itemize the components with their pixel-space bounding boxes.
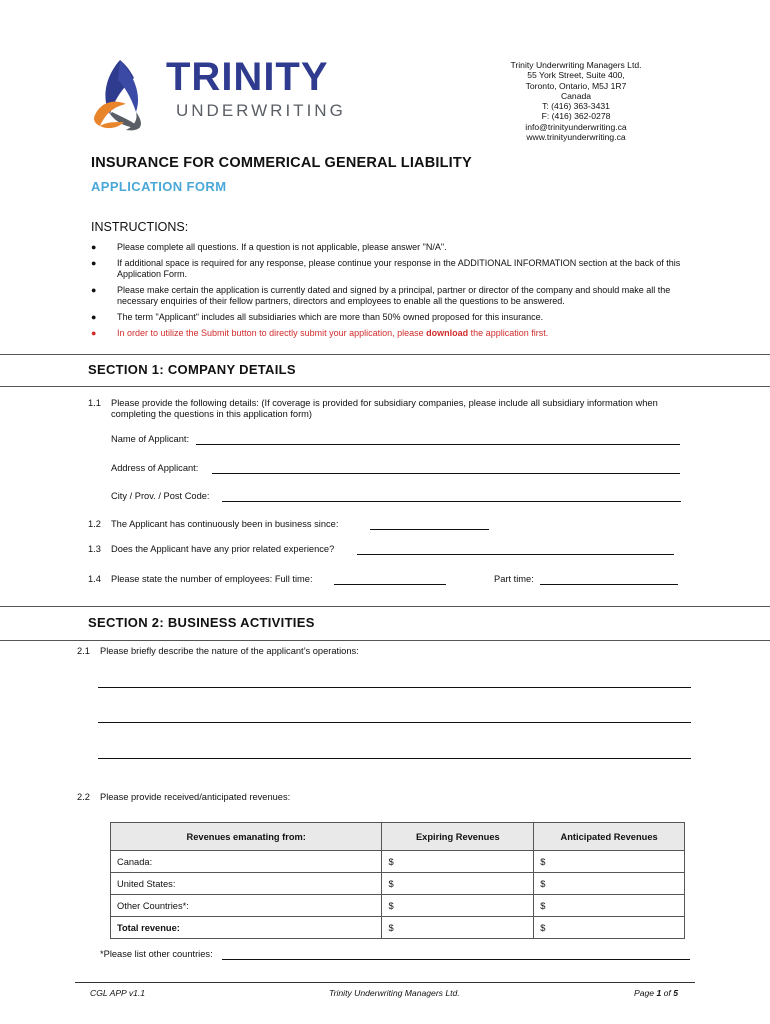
- page-subtitle: APPLICATION FORM: [91, 179, 227, 194]
- column-header: Expiring Revenues: [382, 823, 534, 851]
- footer-divider: [75, 982, 695, 983]
- address-of-applicant-field[interactable]: [212, 473, 680, 474]
- table-row: [111, 873, 685, 895]
- instructions-heading: INSTRUCTIONS:: [91, 220, 189, 234]
- instruction-item: ● Please make certain the application is currently dated and signed by a principal, partner or director of the company and should make all the necessary enquiries of their fellow partners, directors and employees to enable all the questions to be answered.: [91, 285, 671, 306]
- operations-description-line[interactable]: [98, 687, 691, 688]
- q13-number: 1.3: [88, 544, 101, 554]
- download-link[interactable]: download: [426, 328, 469, 338]
- q12-text: The Applicant has continuously been in business since:: [111, 519, 339, 529]
- instructions-list: [91, 242, 691, 344]
- section2-heading: SECTION 2: BUSINESS ACTIVITIES: [88, 615, 315, 630]
- section1-heading: SECTION 1: COMPANY DETAILS: [88, 362, 296, 377]
- address-of-applicant-label: Address of Applicant:: [111, 463, 199, 473]
- logo-word-underwriting: UNDERWRITING: [176, 101, 346, 120]
- row-label: Total revenue:: [111, 917, 382, 939]
- anticipated-revenue-cell[interactable]: $: [534, 873, 685, 895]
- section-divider: [0, 386, 770, 387]
- page-title: INSURANCE FOR COMMERICAL GENERAL LIABILITY: [91, 155, 472, 171]
- footer-form-code: CGL APP v1.1: [90, 988, 146, 998]
- company-email[interactable]: info@trinityunderwriting.ca: [525, 121, 627, 132]
- bullet-icon: ●: [91, 258, 97, 268]
- bullet-icon: ●: [91, 328, 97, 338]
- q12-number: 1.2: [88, 519, 101, 529]
- company-country: Canada: [560, 90, 592, 101]
- table-row-total: [111, 917, 685, 939]
- city-prov-postcode-field[interactable]: [222, 501, 681, 502]
- company-address-line2: Toronto, Ontario, M5J 1R7: [525, 80, 627, 91]
- part-time-label: Part time:: [494, 574, 534, 584]
- q13-text: Does the Applicant have any prior related experience?: [111, 544, 335, 554]
- expiring-revenue-cell[interactable]: $: [382, 851, 534, 873]
- row-label: Other Countries*:: [111, 895, 382, 917]
- anticipated-revenue-cell[interactable]: $: [534, 895, 685, 917]
- company-phone: T: (416) 363-3431: [542, 101, 610, 112]
- company-website[interactable]: www.trinityunderwriting.ca: [526, 132, 626, 143]
- instruction-item: ● If additional space is required for any response, please continue your response in the ADDITIONAL INFORMATION section at the back of this Application Form.: [91, 258, 681, 279]
- column-header: Revenues emanating from:: [111, 823, 382, 851]
- company-fax: F: (416) 362-0278: [541, 111, 611, 122]
- q22-text: Please provide received/anticipated revenues:: [100, 792, 291, 802]
- footer-page-number: Page 1 of 5: [634, 988, 678, 998]
- company-address-block: [486, 60, 666, 142]
- q22-number: 2.2: [77, 792, 90, 802]
- instruction-item: ● Please complete all questions. If a question is not applicable, please answer "N/A".: [91, 242, 447, 252]
- instruction-item: ● The term "Applicant" includes all subsidiaries which are more than 50% owned proposed for this insurance.: [91, 312, 544, 322]
- instruction-item-download-notice: ● In order to utilize the Submit button to directly submit your application, please download the application first.: [91, 328, 549, 338]
- name-of-applicant-label: Name of Applicant:: [111, 434, 190, 444]
- q14-number: 1.4: [88, 574, 101, 584]
- expiring-revenue-cell[interactable]: $: [382, 895, 534, 917]
- expiring-revenue-cell[interactable]: $: [382, 917, 534, 939]
- column-header: Anticipated Revenues: [534, 823, 685, 851]
- section-divider: [0, 354, 770, 355]
- company-logo: [90, 56, 360, 134]
- revenues-table: [110, 822, 685, 939]
- q21-text: Please briefly describe the nature of the applicant’s operations:: [100, 646, 359, 656]
- bullet-icon: ●: [91, 242, 97, 252]
- operations-description-line[interactable]: [98, 722, 691, 723]
- table-row: [111, 895, 685, 917]
- other-countries-label: *Please list other countries:: [100, 949, 213, 959]
- q21-number: 2.1: [77, 646, 90, 656]
- expiring-revenue-cell[interactable]: $: [382, 873, 534, 895]
- bullet-icon: ●: [91, 285, 97, 295]
- anticipated-revenue-cell[interactable]: $: [534, 917, 685, 939]
- full-time-employees-field[interactable]: [334, 584, 446, 585]
- part-time-employees-field[interactable]: [540, 584, 678, 585]
- footer-company-name: Trinity Underwriting Managers Ltd.: [329, 988, 460, 998]
- other-countries-field[interactable]: [222, 959, 690, 960]
- q14-text: Please state the number of employees: Full time:: [111, 574, 313, 584]
- q11-number: 1.1: [88, 398, 101, 408]
- company-address-line1: 55 York Street, Suite 400,: [527, 70, 625, 81]
- company-name: Trinity Underwriting Managers Ltd.: [510, 60, 642, 70]
- row-label: Canada:: [111, 851, 382, 873]
- row-label: United States:: [111, 873, 382, 895]
- table-header-row: [111, 823, 685, 851]
- anticipated-revenue-cell[interactable]: $: [534, 851, 685, 873]
- business-since-field[interactable]: [370, 529, 489, 530]
- logo-word-trinity: TRINITY: [166, 55, 329, 99]
- q11-text: Please provide the following details: (If coverage is provided for subsidiary companies, please include all subsidiary information when completing the questions in this application form): [111, 398, 658, 419]
- city-prov-postcode-label: City / Prov. / Post Code:: [111, 491, 210, 501]
- section-divider: [0, 606, 770, 607]
- name-of-applicant-field[interactable]: [196, 444, 680, 445]
- section-divider: [0, 640, 770, 641]
- prior-experience-field[interactable]: [357, 554, 674, 555]
- operations-description-line[interactable]: [98, 758, 691, 759]
- table-row: [111, 851, 685, 873]
- bullet-icon: ●: [91, 312, 97, 322]
